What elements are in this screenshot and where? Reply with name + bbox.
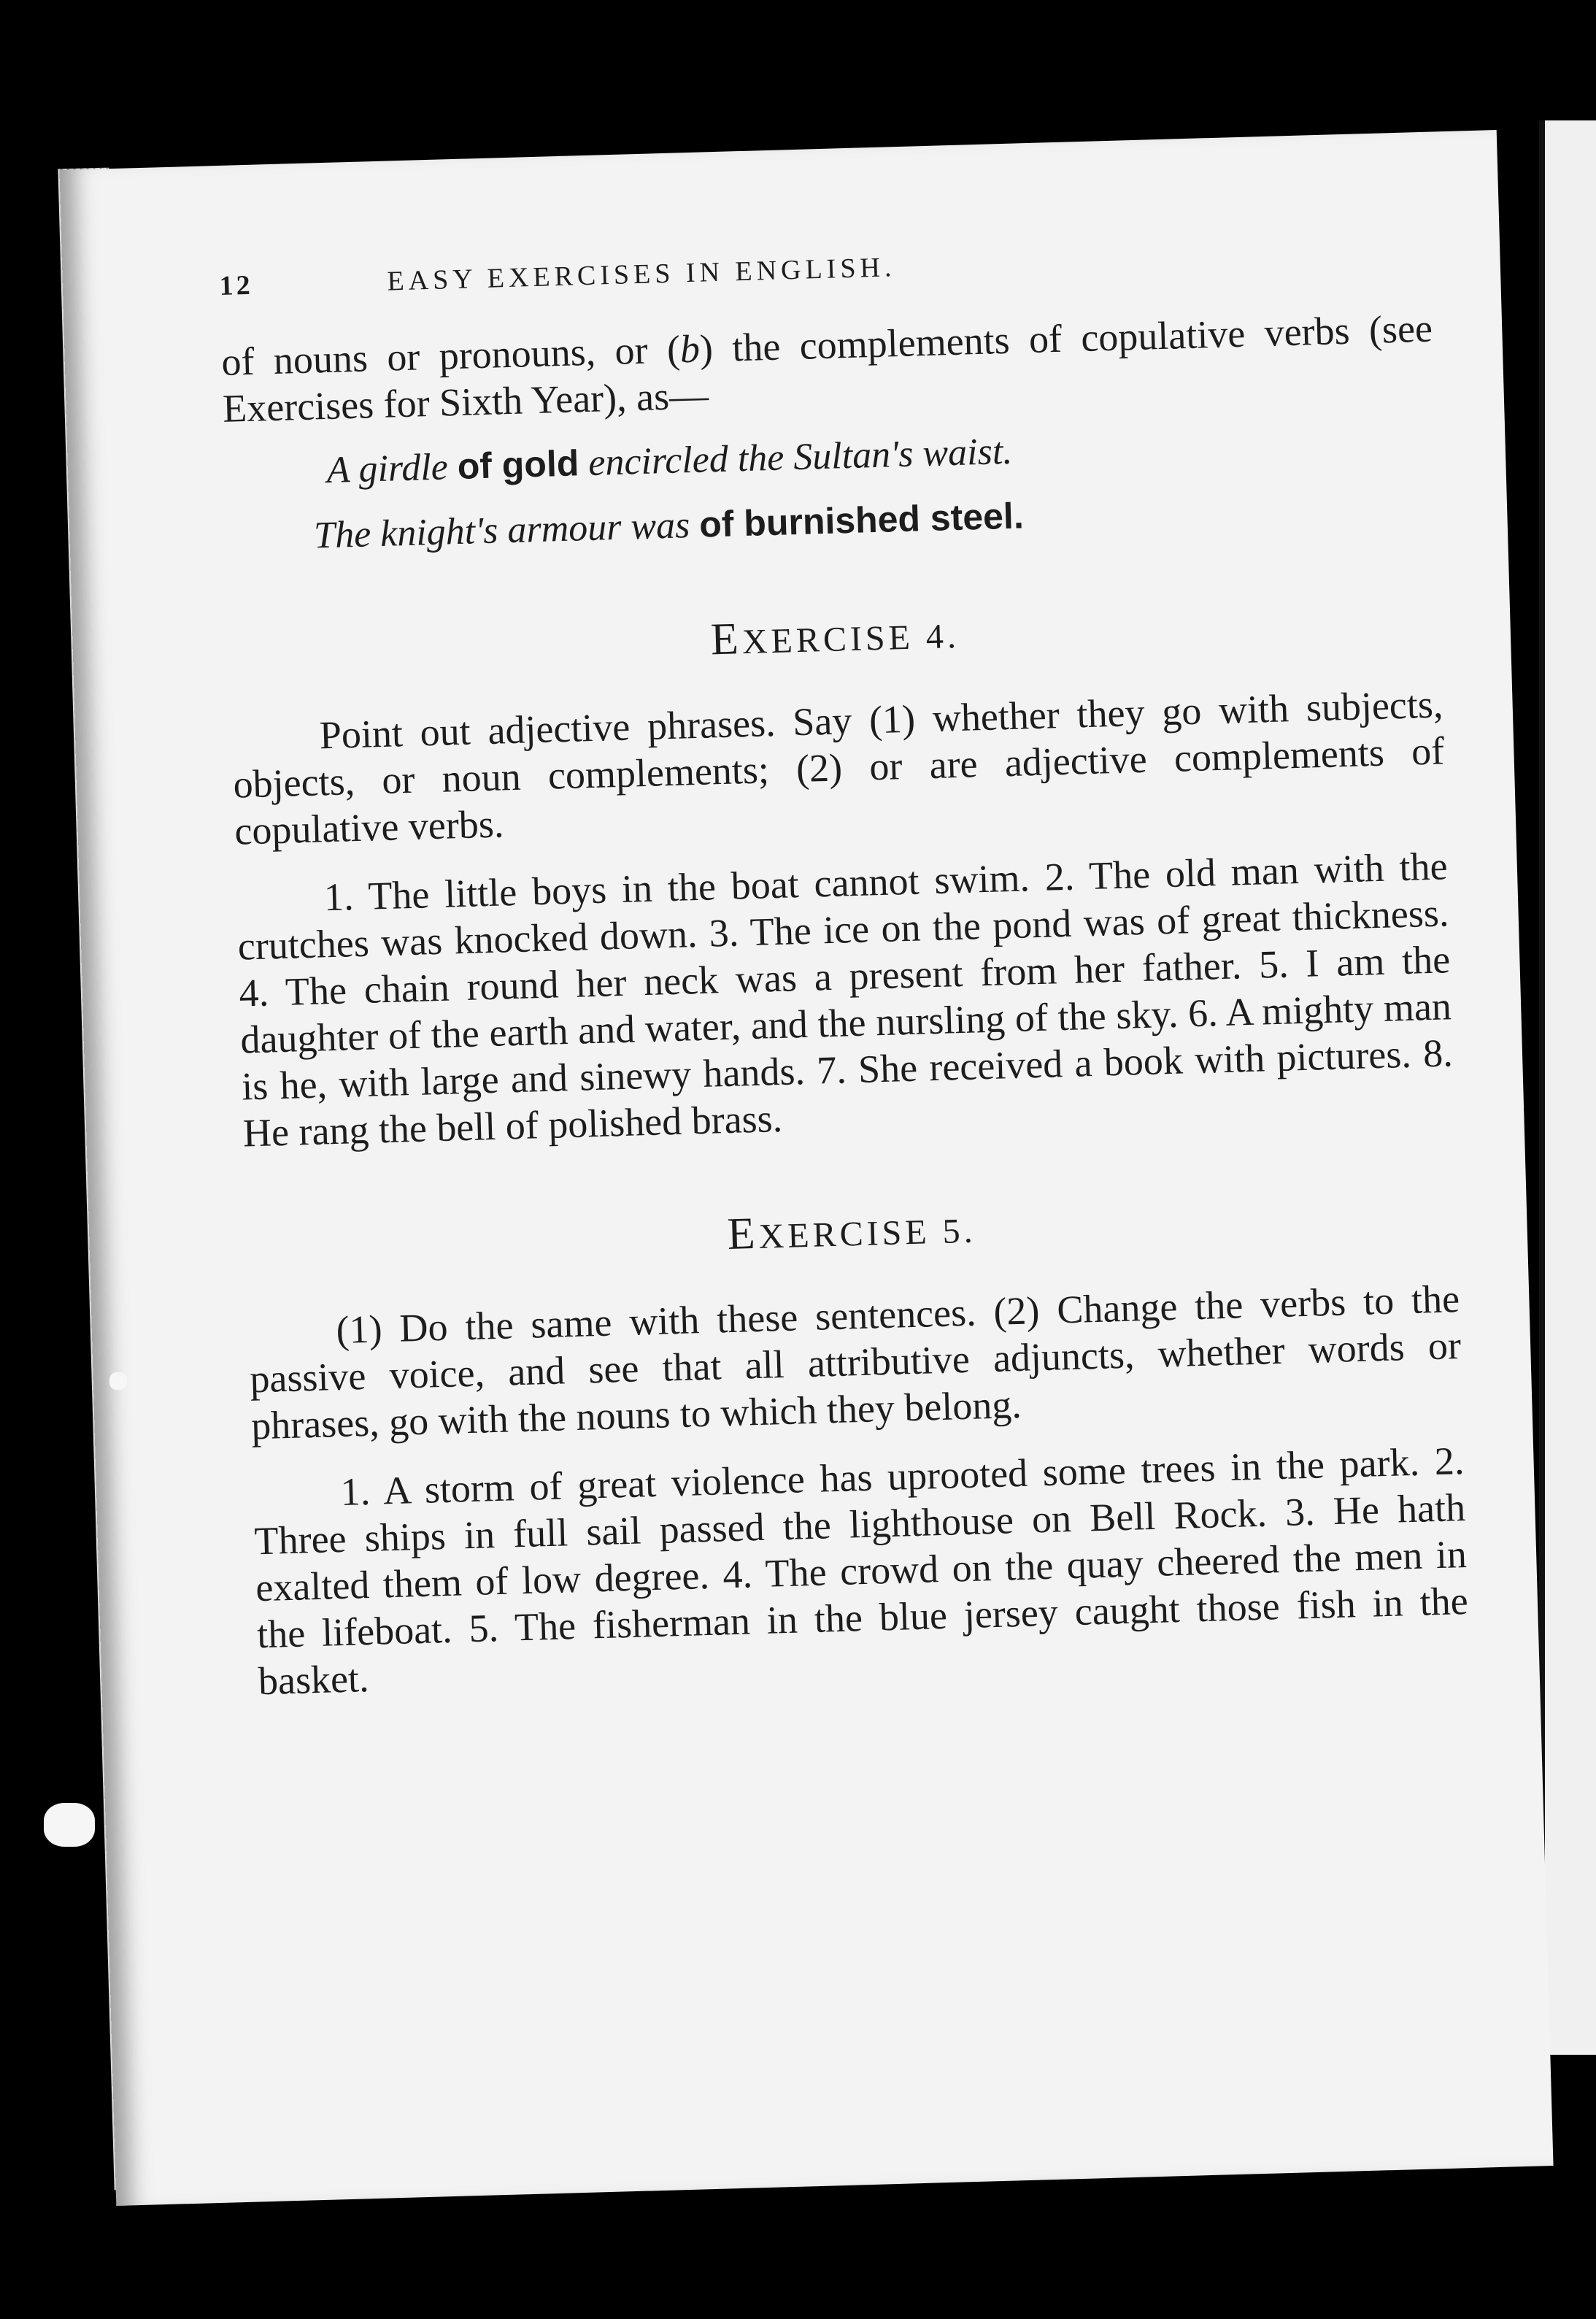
example-1-phrase: of gold: [456, 442, 580, 487]
facing-page-edge: [1539, 120, 1596, 2055]
exercise-5-sentences: 1. A storm of great violence has uprooted some trees in the park. 2. Three ships in full sail passed the lighthouse on Bell Rock. 3. He hath exalted them of low degree. 4. The crowd on the quay cheered the men in the lifeboat. 5. The fisherman in the blue jersey caught those fish in the basket.: [253, 1439, 1469, 1704]
intro-paragraph: [221, 305, 1435, 432]
example-2-phrase: of burnished steel.: [698, 495, 1025, 545]
example-2-part-a: The knight's armour was: [313, 504, 701, 557]
exercise-4-sentences: 1. The little boys in the boat cannot swim. 2. The old man with the crutches was knocked down. 3. The ice on the pond was of great thickness. 4. The chain round her neck was a present from her father. 5. I am the daughter of the earth and water, and the nursling of the sky. 6. A mighty man is he, with large and sinewy hands. 7. She received a book with pictures. 8. He rang the bell of polished brass.: [237, 844, 1454, 1155]
intro-letter-b: b: [679, 326, 701, 372]
running-head: EASY EXERCISES IN ENGLISH.: [386, 252, 896, 297]
exercise-5-instructions: (1) Do the same with these sentences. (2) Change the verbs to the passive voice, and see that all attributive adjuncts, whether words or phrases, go with the nouns to which they belong.: [249, 1277, 1462, 1448]
page-number: 12: [219, 269, 254, 301]
exercise-4-instructions: Point out adjective phrases. Say (1) whether they go with subjects, objects, or noun complements; (2) or are adjective complements of copulative verbs.: [232, 682, 1445, 853]
exercise-4-heading-cap: E: [709, 614, 743, 665]
exercise-5-heading-rest: XERCISE 5.: [757, 1211, 977, 1256]
example-1-part-a: A girdle: [325, 445, 458, 491]
example-sentence-2: [313, 481, 1438, 560]
exercise-4-heading-rest: XERCISE 4.: [741, 616, 960, 662]
page-content: [219, 236, 1470, 1705]
example-sentence-1: [326, 416, 1436, 494]
paper-blemish: [44, 1803, 95, 1847]
example-1-part-c: encircled the Sultan's waist.: [578, 430, 1013, 485]
exercise-5-heading-cap: E: [726, 1208, 760, 1260]
exercise-5-heading: [245, 1188, 1457, 1274]
intro-text-pre: of nouns or pronouns, or (: [220, 327, 681, 384]
exercise-4-heading: [229, 593, 1441, 679]
paper-blemish: [109, 1372, 127, 1390]
intro-text-post: ) the complements of copulative verbs (see Exercises for Sixth Year), as—: [222, 306, 1433, 431]
